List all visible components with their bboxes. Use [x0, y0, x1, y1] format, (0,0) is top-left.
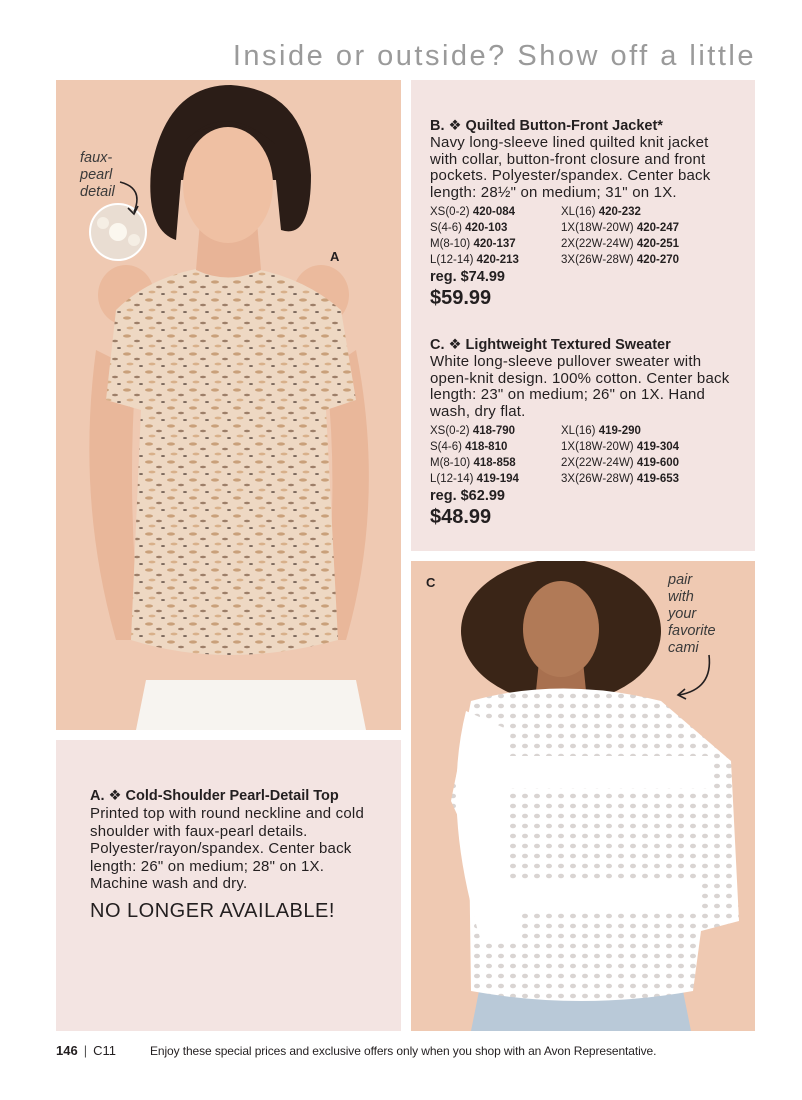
- size-table-b: [430, 205, 740, 267]
- size-row: 3X(26W-28W) 419-653: [561, 473, 680, 485]
- size-row: 3X(26W-28W) 420-270: [561, 254, 680, 266]
- size-row: 2X(22W-24W) 419-600: [561, 457, 680, 469]
- size-row: M(8-10) 420-137: [430, 238, 516, 250]
- product-description-a: Printed top with round neckline and cold shoulder with faux-pearl details. Polyester/rayon/spandex. Center back length: 26" on medium; 28" on 1X. Machine wash and dry.: [90, 805, 365, 892]
- callout-arrow-icon: [673, 653, 715, 701]
- product-info-panel-bc: [411, 80, 755, 551]
- size-row: L(12-14) 420-213: [430, 254, 519, 266]
- size-row: 1X(18W-20W) 419-304: [561, 441, 680, 453]
- size-row: XL(16) 419-290: [561, 425, 641, 437]
- product-block-a: [90, 788, 380, 923]
- size-row: XS(0-2) 420-084: [430, 206, 516, 218]
- product-photo-c: [411, 561, 755, 1031]
- callout-arrow-icon: [118, 178, 148, 218]
- size-row: L(12-14) 419-194: [430, 473, 519, 485]
- footer-separator: |: [83, 1043, 88, 1058]
- size-row: XS(0-2) 418-790: [430, 425, 516, 437]
- sale-price-c: $48.99: [430, 506, 492, 528]
- size-table-c: [430, 424, 740, 486]
- product-block-c: [430, 337, 740, 529]
- photo-label-c: C: [426, 575, 436, 590]
- callout-pair-cami: pair with your favorite cami: [668, 572, 716, 656]
- size-row: 1X(18W-20W) 420-247: [561, 222, 680, 234]
- size-row: S(4-6) 418-810: [430, 441, 508, 453]
- page-footer: [56, 1043, 656, 1058]
- availability-status: NO LONGER AVAILABLE!: [90, 899, 335, 922]
- regular-price-b: reg. $74.99: [430, 269, 505, 285]
- size-row: XL(16) 420-232: [561, 206, 641, 218]
- product-info-panel-a: [56, 740, 401, 1031]
- product-description-c: White long-sleeve pullover sweater with open-knit design. 100% cotton. Center back length: 23" on medium; 26" on 1X. Hand wash, dry flat.: [430, 353, 730, 420]
- size-row: M(8-10) 418-858: [430, 457, 516, 469]
- product-block-b: [430, 118, 740, 310]
- page-headline: Inside or outside? Show off a little: [232, 40, 756, 72]
- product-title-a: A. ❖ Cold-Shoulder Pearl-Detail Top: [90, 788, 339, 804]
- footer-message: Enjoy these special prices and exclusive offers only when you shop with an Avon Representative.: [149, 1044, 657, 1058]
- size-row: 2X(22W-24W) 420-251: [561, 238, 680, 250]
- size-row: S(4-6) 420-103: [430, 222, 508, 234]
- photo-label-a: A: [330, 249, 340, 264]
- callout-faux-pearl: faux- pearl detail: [80, 150, 115, 200]
- product-title-b: B. ❖ Quilted Button-Front Jacket*: [430, 118, 663, 134]
- page-number: 146: [56, 1043, 78, 1058]
- regular-price-c: reg. $62.99: [430, 488, 505, 504]
- product-description-b: Navy long-sleeve lined quilted knit jacket with collar, button-front closure and front pockets. Polyester/spandex. Center back length: 28½" on medium; 31" on 1X.: [430, 134, 711, 201]
- sale-price-b: $59.99: [430, 287, 492, 309]
- product-photo-a: [56, 80, 401, 730]
- product-title-c: C. ❖ Lightweight Textured Sweater: [430, 337, 671, 353]
- section-code: C11: [93, 1043, 116, 1058]
